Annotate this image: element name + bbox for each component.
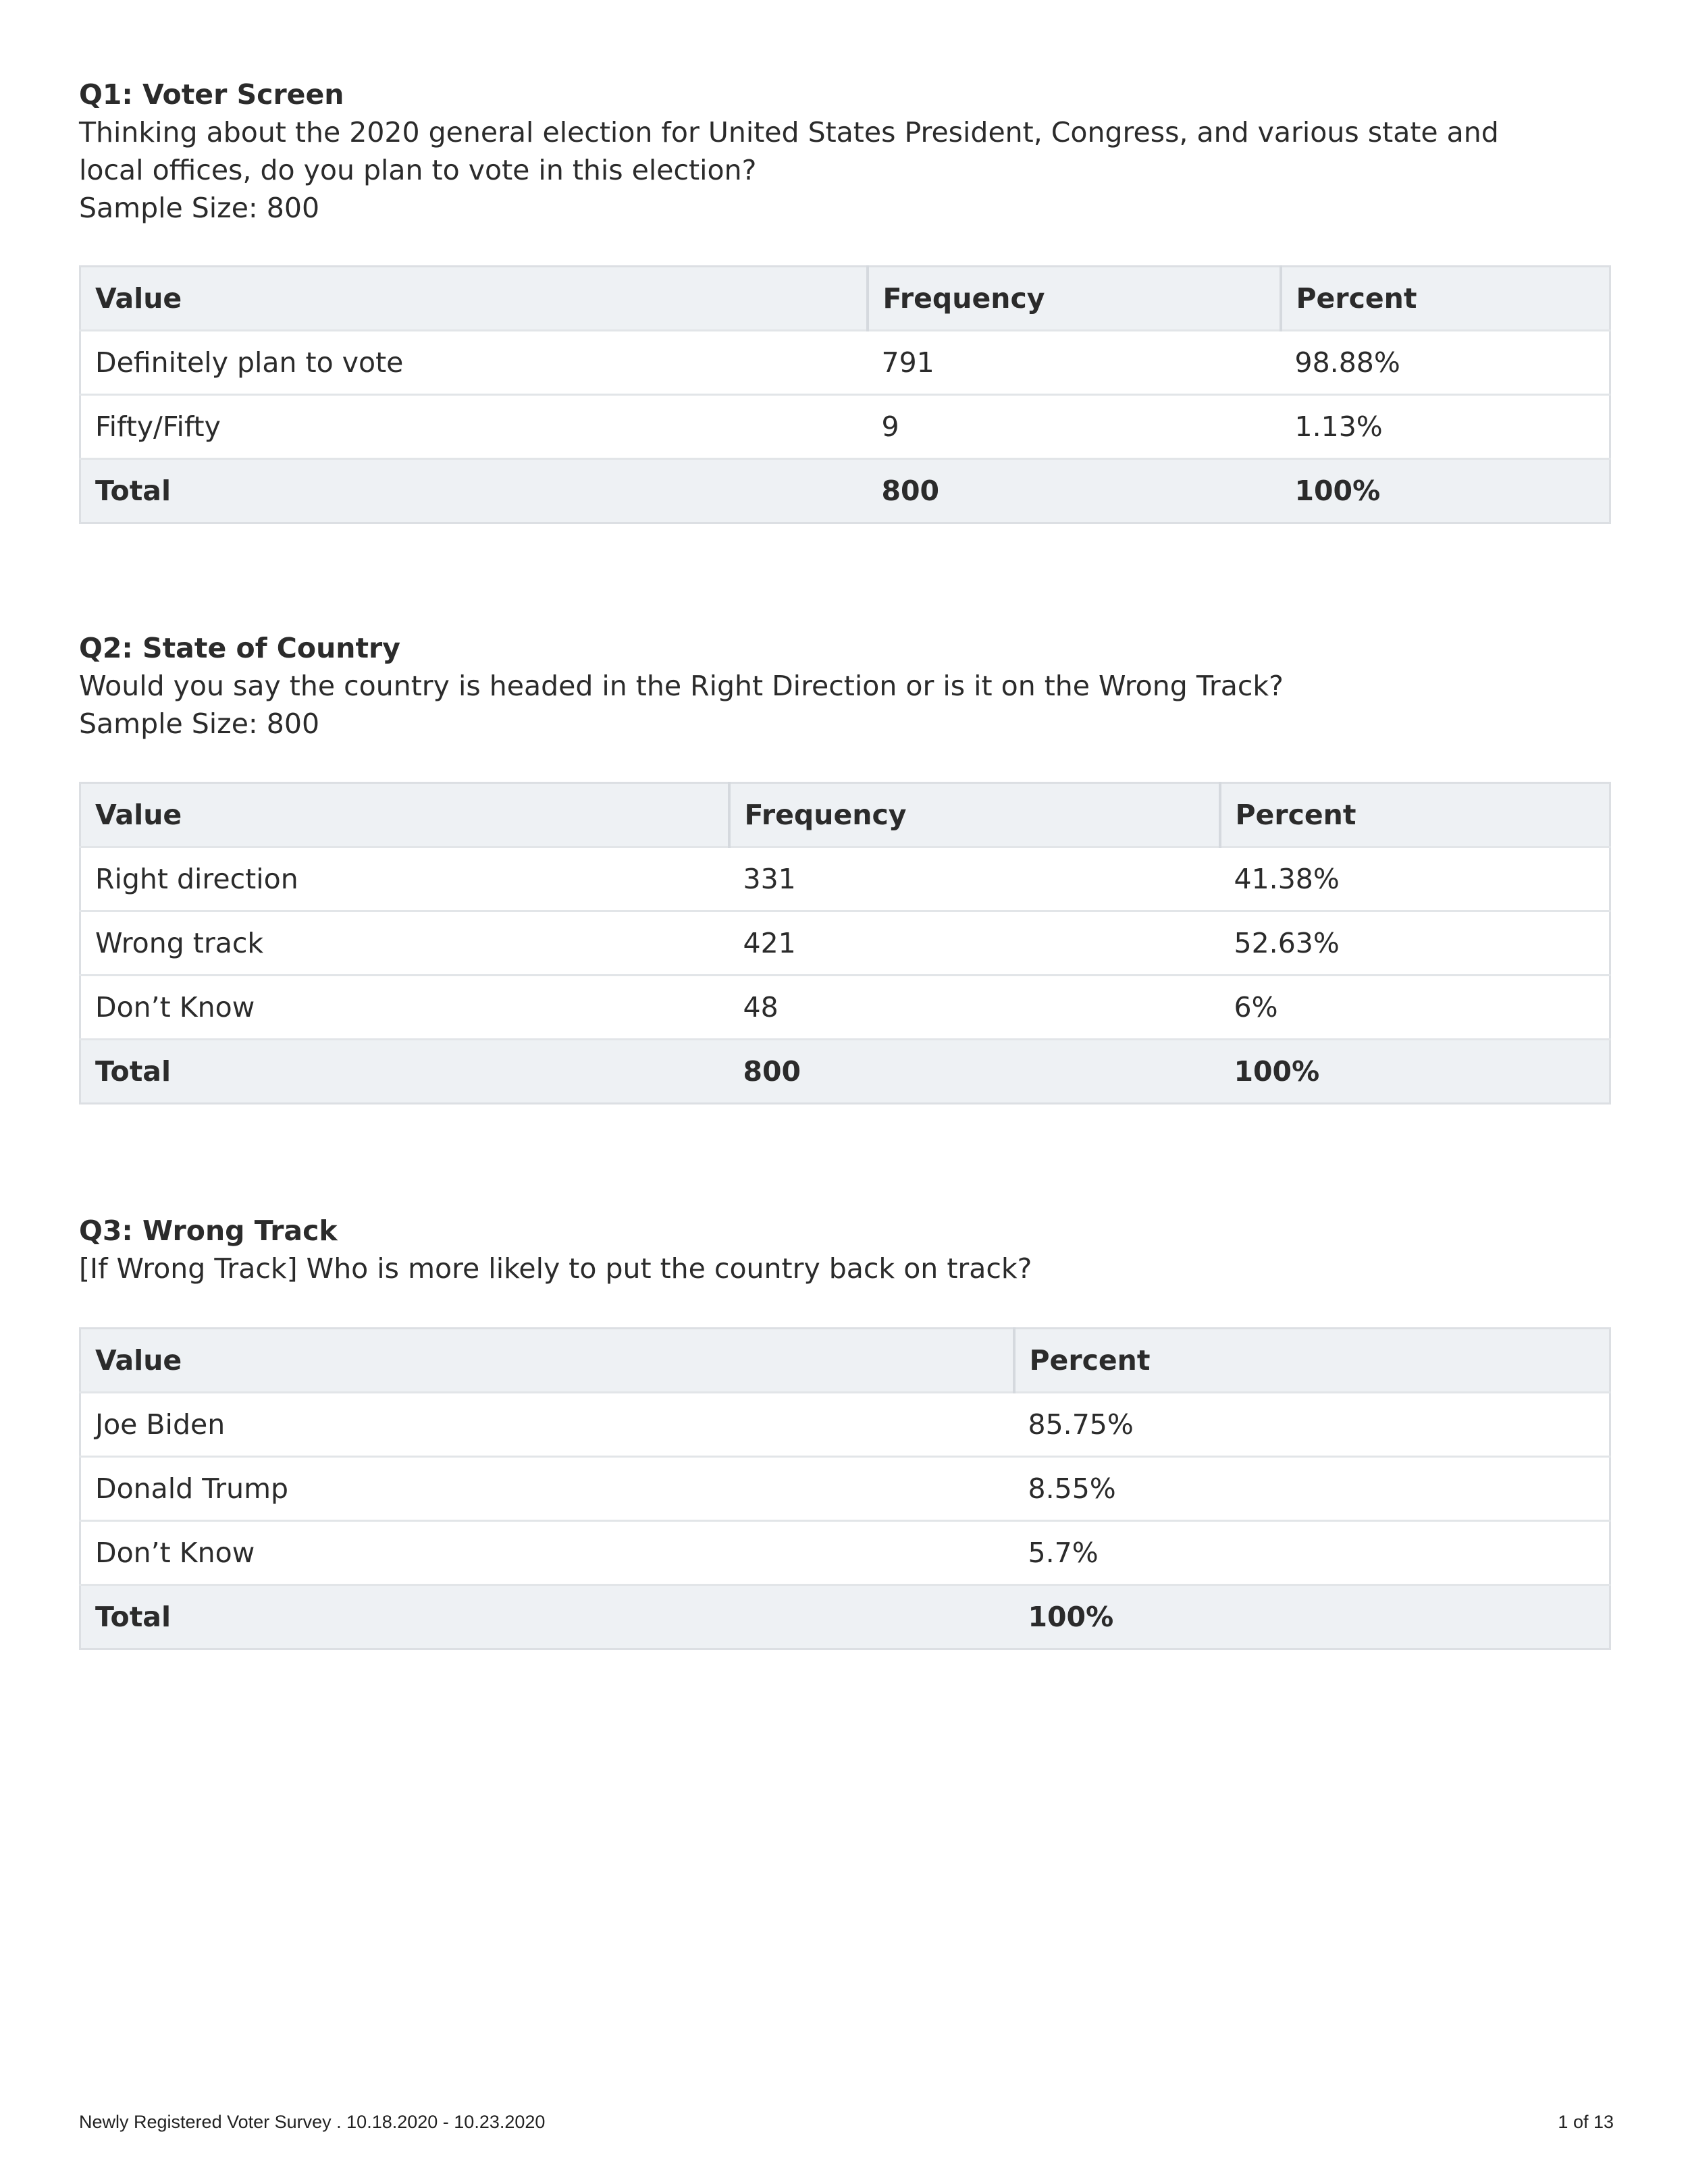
table-total-row — [80, 1585, 1610, 1649]
total-frequency: 800 — [729, 1040, 1220, 1104]
total-frequency: 800 — [868, 459, 1281, 523]
table-row — [80, 1521, 1610, 1585]
cell-frequency: 421 — [729, 911, 1220, 976]
table-row — [80, 976, 1610, 1040]
sample-size: Sample Size: 800 — [79, 192, 320, 224]
results-table-q1 — [79, 265, 1611, 524]
question-block-q1 — [79, 76, 1609, 227]
results-table-q2 — [79, 782, 1611, 1104]
table-total-row — [80, 459, 1610, 523]
cell-value: Don’t Know — [80, 1521, 1014, 1585]
total-percent: 100% — [1281, 459, 1610, 523]
question-text: Would you say the country is headed in the Right Direction or is it on the Wrong Track? — [79, 670, 1284, 702]
question-title: Q2: State of Country — [79, 632, 400, 664]
cell-percent: 6% — [1220, 976, 1610, 1040]
total-percent: 100% — [1220, 1040, 1610, 1104]
total-label: Total — [80, 459, 868, 523]
cell-value: Joe Biden — [80, 1393, 1014, 1457]
question-block-q2 — [79, 629, 1609, 743]
cell-percent: 1.13% — [1281, 395, 1610, 459]
table-row — [80, 331, 1610, 395]
question-block-q3 — [79, 1212, 1609, 1287]
cell-percent: 98.88% — [1281, 331, 1610, 395]
cell-frequency: 9 — [868, 395, 1281, 459]
column-header-percent: Percent — [1220, 783, 1610, 847]
cell-percent: 8.55% — [1014, 1457, 1610, 1521]
column-header-percent: Percent — [1014, 1329, 1610, 1393]
table-total-row — [80, 1040, 1610, 1104]
column-header-frequency: Frequency — [729, 783, 1220, 847]
table-row — [80, 911, 1610, 976]
total-label: Total — [80, 1040, 729, 1104]
footer-survey-title: Newly Registered Voter Survey . 10.18.2020 - 10.23.2020 — [79, 2112, 546, 2132]
cell-frequency: 48 — [729, 976, 1220, 1040]
sample-size: Sample Size: 800 — [79, 708, 320, 740]
table-header-row — [80, 267, 1610, 331]
cell-value: Right direction — [80, 847, 729, 911]
column-header-percent: Percent — [1281, 267, 1610, 331]
column-header-value: Value — [80, 783, 729, 847]
column-header-value: Value — [80, 267, 868, 331]
question-text: Thinking about the 2020 general election for United States President, Congress, and various state and local offices, do you plan to vote in this election? — [79, 116, 1499, 186]
cell-percent: 5.7% — [1014, 1521, 1610, 1585]
cell-percent: 52.63% — [1220, 911, 1610, 976]
total-percent: 100% — [1014, 1585, 1610, 1649]
cell-frequency: 791 — [868, 331, 1281, 395]
cell-percent: 41.38% — [1220, 847, 1610, 911]
cell-value: Donald Trump — [80, 1457, 1014, 1521]
table-header-row — [80, 1329, 1610, 1393]
results-table-q3 — [79, 1327, 1611, 1650]
cell-value: Definitely plan to vote — [80, 331, 868, 395]
table-row — [80, 1457, 1610, 1521]
table-row — [80, 847, 1610, 911]
cell-value: Fifty/Fifty — [80, 395, 868, 459]
footer-page-number: 1 of 13 — [1558, 2112, 1614, 2132]
question-title: Q1: Voter Screen — [79, 78, 344, 111]
question-title: Q3: Wrong Track — [79, 1215, 338, 1247]
column-header-frequency: Frequency — [868, 267, 1281, 331]
total-label: Total — [80, 1585, 1014, 1649]
cell-frequency: 331 — [729, 847, 1220, 911]
cell-percent: 85.75% — [1014, 1393, 1610, 1457]
table-row — [80, 1393, 1610, 1457]
cell-value: Wrong track — [80, 911, 729, 976]
table-row — [80, 395, 1610, 459]
table-header-row — [80, 783, 1610, 847]
cell-value: Don’t Know — [80, 976, 729, 1040]
column-header-value: Value — [80, 1329, 1014, 1393]
question-text: [If Wrong Track] Who is more likely to put the country back on track? — [79, 1252, 1032, 1285]
